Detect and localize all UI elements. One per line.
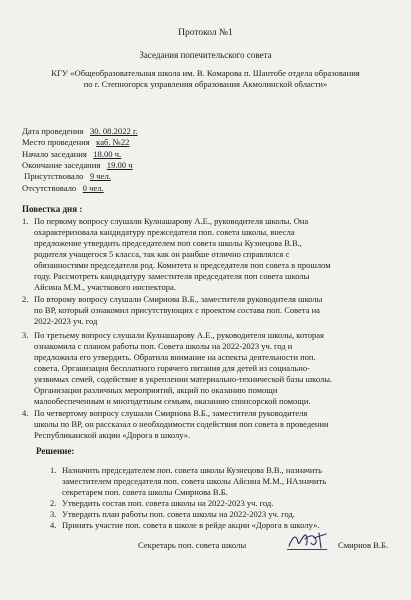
meta-value: 9 чел. xyxy=(89,171,111,181)
item-line: родителя учащегося 5 класса, так как он ранбше отлично справлялся с xyxy=(34,249,290,259)
item-line: ознакомила с планом работы поп. Совета школы на 2022-2023 уч. год и xyxy=(34,341,293,351)
item-number: 4. xyxy=(22,408,29,418)
item-line: малообеспеченным и многодетным семьям, оказанию спонсорской помощи. xyxy=(34,396,311,406)
item-line: предложение утвердить председателем поп совета школы Кузнецова В.В., xyxy=(34,238,302,248)
meta-label: Отсутствовало xyxy=(22,183,77,193)
item-line: охарактеризовала кандидатуру прежседателя поп. совета школы, внесла xyxy=(34,227,295,237)
meta-label: Место проведения xyxy=(22,137,90,147)
secretary-label: Секретарь поп. совета школы xyxy=(138,540,247,550)
item-line: секретарем поп. совета школы Смирнова В.Б. xyxy=(62,487,228,497)
meta-label: Начало заседания xyxy=(22,149,87,159)
item-line: Утвердить план работы поп. совета школы на 2022-2023 уч. год. xyxy=(62,509,295,519)
meta-date xyxy=(22,126,138,136)
secretary-name: Смирнов В.Б. xyxy=(338,540,389,550)
meta-label: Присутствовало xyxy=(24,171,84,181)
item-number: 4. xyxy=(50,520,57,530)
meta-end xyxy=(22,160,133,170)
meta-label: Дата проведения xyxy=(22,126,84,136)
item-line: Организации различных мероприятий, акций по оказанию помощи xyxy=(34,385,278,395)
item-line: 2022-2023 уч. год xyxy=(34,316,98,326)
item-line: По первому вопросу слушали Кулнашарову А.Е., руководителя школы. Она xyxy=(34,216,309,226)
item-line: школы по ВР, он рассказал о необходимости содействия поп совета в проведении xyxy=(34,419,329,429)
meta-start xyxy=(22,149,121,159)
organization-line: КГУ «Общеобразовательная школа им. В. Комарова п. Шантобе отдела образования xyxy=(51,68,360,78)
item-number: 2. xyxy=(22,294,29,304)
item-number: 2. xyxy=(50,498,57,508)
item-number: 3. xyxy=(50,509,57,519)
document-title: Протокол №1 xyxy=(178,28,233,38)
signature-mark xyxy=(286,530,330,552)
meta-value: 18.00 ч. xyxy=(93,149,122,159)
item-line: заместителем председателя поп. совета школы Айсина М.М., НАзначить xyxy=(62,476,327,486)
resolution-heading: Решение: xyxy=(36,446,75,456)
item-line: Айсина М.М., участкового инспектора. xyxy=(34,282,176,292)
organization-name xyxy=(20,68,391,89)
item-line: обязанностями председателя род. Комитета и председателя поп совета в прошлом xyxy=(34,260,331,270)
item-line: совета. Организация бесплатного горячего питания для детей из социально- xyxy=(34,363,310,373)
item-line: по ВР, который ознакомил присутствующих с проектом состава поп. Совета на xyxy=(34,305,320,315)
meta-present xyxy=(22,171,111,181)
meta-value: 0 чел. xyxy=(82,183,104,193)
item-line: Республиканской акции «Дорога в школу». xyxy=(34,430,191,440)
item-line: предложила его утвердить. Обратила внимание на аспекты деятельности поп. xyxy=(34,352,316,362)
document-subtitle: Заседания попечительского совета xyxy=(139,50,272,60)
meta-place xyxy=(22,137,129,147)
meta-absent xyxy=(22,183,104,193)
item-number: 1. xyxy=(50,465,57,475)
item-line: уязвимых семей, содействие в укреплении материально-технической базы школы. xyxy=(34,374,333,384)
item-number: 3. xyxy=(22,330,29,340)
item-line: Принять участие поп. совета в школе в рейде акции «Дорога в школу». xyxy=(62,520,320,530)
meta-value: 30. 08.2022 г. xyxy=(89,126,138,136)
item-line: году. Рассмотреть кандидатуру заместителя председателя поп совета школы xyxy=(34,271,310,281)
meta-value: 19.00 ч xyxy=(106,160,133,170)
item-line: Утвердить состав поп. совета школы на 2022-2023 уч. год. xyxy=(62,498,274,508)
item-line: Назначить председателем поп. совета школы Кузнецова В.В., назначить xyxy=(62,465,322,475)
item-line: По третьему вопросу слушали Кулнашарову А.Е., руководителя школы, которая xyxy=(34,330,324,340)
organization-line: по г. Степногорск управления образования Акмолинской области» xyxy=(83,78,328,89)
item-line: По четвертому вопросу слушали Смирнова В.Б., заместителя руководителя xyxy=(34,408,308,418)
meta-value: каб. №22 xyxy=(96,137,130,147)
meta-label: Окончание заседания xyxy=(22,160,101,170)
item-line: По второму вопросу слушали Смирнова В.Б., заместителя руководителя школы xyxy=(34,294,323,304)
item-number: 1. xyxy=(22,216,29,226)
agenda-heading: Повестка дня : xyxy=(22,204,83,214)
